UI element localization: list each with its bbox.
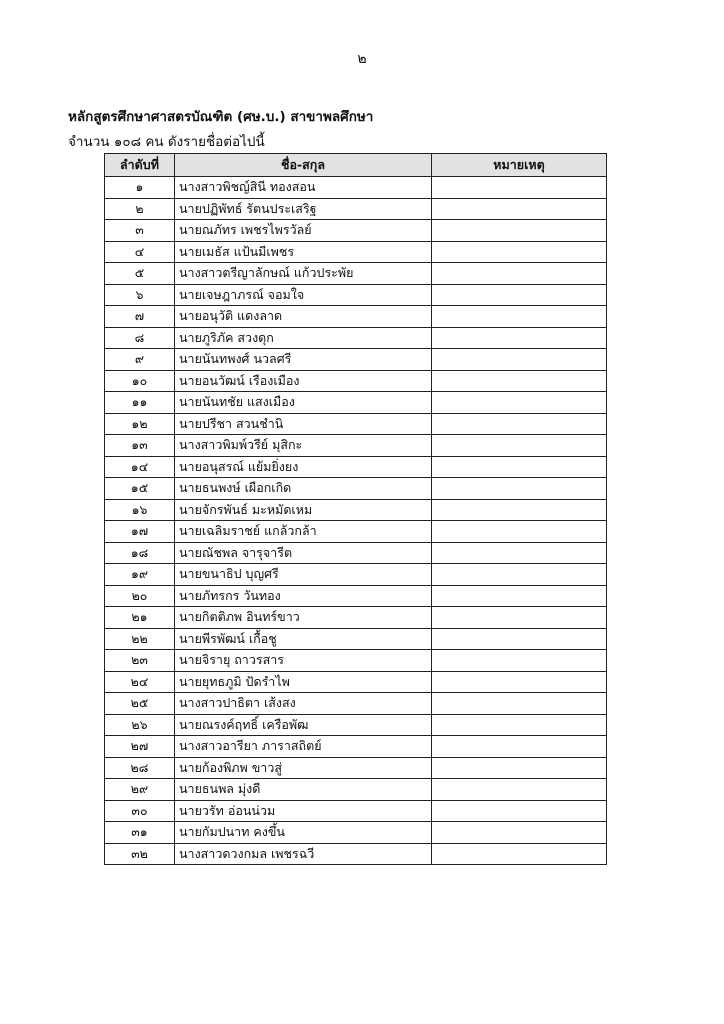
row-note bbox=[432, 413, 607, 435]
row-order: ๑๓ bbox=[105, 435, 175, 457]
row-name: นายกัมปนาท คงขึ้น bbox=[175, 822, 432, 844]
table-row bbox=[105, 542, 607, 564]
row-note bbox=[432, 714, 607, 736]
row-order: ๑๕ bbox=[105, 478, 175, 500]
row-note bbox=[432, 564, 607, 586]
row-order: ๕ bbox=[105, 263, 175, 285]
table-row bbox=[105, 241, 607, 263]
row-order: ๑๔ bbox=[105, 456, 175, 478]
table-row bbox=[105, 736, 607, 758]
row-order: ๒๖ bbox=[105, 714, 175, 736]
row-order: ๒ bbox=[105, 198, 175, 220]
row-name: นายขนาธิป บุญศรี bbox=[175, 564, 432, 586]
row-name: นางสาวปาธิตา เส้งสง bbox=[175, 693, 432, 715]
row-name: นายอนวัฒน์ เรืองเมือง bbox=[175, 370, 432, 392]
row-name: นายเมธัส แป้นมีเพชร bbox=[175, 241, 432, 263]
row-note bbox=[432, 628, 607, 650]
row-note bbox=[432, 585, 607, 607]
table-row bbox=[105, 822, 607, 844]
row-order: ๙ bbox=[105, 349, 175, 371]
row-name: นายอนุสรณ์ แย้มยิ่งยง bbox=[175, 456, 432, 478]
student-count-text: จำนวน ๑๐๘ คน ดังรายชื่อต่อไปนี้ bbox=[68, 134, 265, 150]
row-name: นายอนุวัติ แดงลาด bbox=[175, 306, 432, 328]
row-order: ๑๗ bbox=[105, 521, 175, 543]
row-order: ๓ bbox=[105, 220, 175, 242]
row-order: ๑๘ bbox=[105, 542, 175, 564]
row-order: ๒๘ bbox=[105, 757, 175, 779]
table-row bbox=[105, 607, 607, 629]
table-row bbox=[105, 843, 607, 865]
row-name: นายก้องพิภพ ขาวสู่ bbox=[175, 757, 432, 779]
row-name: นายณรงค์ฤทธิ์ เครือพัฒ bbox=[175, 714, 432, 736]
row-order: ๑ bbox=[105, 177, 175, 199]
row-name: นายณภัทร เพชรไพรวัลย์ bbox=[175, 220, 432, 242]
row-name: นายภัทรกร วันทอง bbox=[175, 585, 432, 607]
row-note bbox=[432, 306, 607, 328]
row-note bbox=[432, 456, 607, 478]
page-number: ๒ bbox=[357, 51, 367, 67]
table-row bbox=[105, 585, 607, 607]
row-name: นายนันทชัย แสงเมือง bbox=[175, 392, 432, 414]
row-name: นายภูริภัค สวงดุก bbox=[175, 327, 432, 349]
row-note bbox=[432, 499, 607, 521]
row-order: ๑๑ bbox=[105, 392, 175, 414]
row-note bbox=[432, 284, 607, 306]
row-name: นายธนพงษ์ เผือกเกิด bbox=[175, 478, 432, 500]
row-order: ๑๖ bbox=[105, 499, 175, 521]
row-note bbox=[432, 435, 607, 457]
row-note bbox=[432, 800, 607, 822]
table-row bbox=[105, 521, 607, 543]
table-row bbox=[105, 284, 607, 306]
row-note bbox=[432, 607, 607, 629]
table-row bbox=[105, 757, 607, 779]
row-order: ๑๐ bbox=[105, 370, 175, 392]
row-note bbox=[432, 392, 607, 414]
table-row bbox=[105, 564, 607, 586]
table-row bbox=[105, 177, 607, 199]
row-note bbox=[432, 650, 607, 672]
row-name: นายวรัท อ่อนน่วม bbox=[175, 800, 432, 822]
row-name: นางสาวตรีญาลักษณ์ แก้วประพัย bbox=[175, 263, 432, 285]
row-name: นายเฉลิมราชย์ แกล้วกล้า bbox=[175, 521, 432, 543]
table-row bbox=[105, 714, 607, 736]
row-note bbox=[432, 177, 607, 199]
row-note bbox=[432, 220, 607, 242]
row-name: นางสาวพิมพ์วรีย์ มุสิกะ bbox=[175, 435, 432, 457]
row-name: นางสาวดวงกมล เพชรฉวี bbox=[175, 843, 432, 865]
row-note bbox=[432, 843, 607, 865]
row-note bbox=[432, 542, 607, 564]
row-name: นายจักรพันธ์ มะหมัดเหม bbox=[175, 499, 432, 521]
table-row bbox=[105, 499, 607, 521]
row-order: ๖ bbox=[105, 284, 175, 306]
table-header-row bbox=[105, 154, 607, 177]
table-row bbox=[105, 650, 607, 672]
table-row bbox=[105, 456, 607, 478]
row-note bbox=[432, 478, 607, 500]
row-order: ๓๑ bbox=[105, 822, 175, 844]
table-row bbox=[105, 800, 607, 822]
table-row bbox=[105, 779, 607, 801]
row-name: นายจิรายุ ถาวรสาร bbox=[175, 650, 432, 672]
row-name: นายพีรพัฒน์ เกื้อชู bbox=[175, 628, 432, 650]
table-row bbox=[105, 370, 607, 392]
table-row bbox=[105, 413, 607, 435]
row-order: ๓๒ bbox=[105, 843, 175, 865]
row-order: ๘ bbox=[105, 327, 175, 349]
row-order: ๒๙ bbox=[105, 779, 175, 801]
table-row bbox=[105, 671, 607, 693]
row-name: นายณัชพล จารุจารีต bbox=[175, 542, 432, 564]
table-row bbox=[105, 306, 607, 328]
row-name: นายเจษฎาภรณ์ จอมใจ bbox=[175, 284, 432, 306]
header-name: ชื่อ-สกุล bbox=[175, 154, 432, 177]
row-name: นายยุทธภูมิ ปัดรำไพ bbox=[175, 671, 432, 693]
row-note bbox=[432, 757, 607, 779]
table-row bbox=[105, 349, 607, 371]
table-body bbox=[105, 177, 607, 865]
row-note bbox=[432, 521, 607, 543]
row-order: ๒๔ bbox=[105, 671, 175, 693]
row-note bbox=[432, 822, 607, 844]
row-name: นายกิตติภพ อินทร์ขาว bbox=[175, 607, 432, 629]
header-order: ลำดับที่ bbox=[105, 154, 175, 177]
table-row bbox=[105, 693, 607, 715]
row-name: นางสาวพิชญ์สินี ทองสอน bbox=[175, 177, 432, 199]
row-note bbox=[432, 370, 607, 392]
row-order: ๑๙ bbox=[105, 564, 175, 586]
row-order: ๗ bbox=[105, 306, 175, 328]
row-note bbox=[432, 349, 607, 371]
row-order: ๓๐ bbox=[105, 800, 175, 822]
row-note bbox=[432, 693, 607, 715]
row-name: นายธนพล มุ่งดี bbox=[175, 779, 432, 801]
table-row bbox=[105, 220, 607, 242]
table-row bbox=[105, 478, 607, 500]
row-note bbox=[432, 671, 607, 693]
header-note: หมายเหตุ bbox=[432, 154, 607, 177]
row-name: นายปรีชา สวนชำนิ bbox=[175, 413, 432, 435]
row-order: ๒๗ bbox=[105, 736, 175, 758]
row-name: นายปฏิพัทธ์ รัตนประเสริฐ bbox=[175, 198, 432, 220]
row-note bbox=[432, 198, 607, 220]
table-row bbox=[105, 263, 607, 285]
table-row bbox=[105, 198, 607, 220]
row-order: ๔ bbox=[105, 241, 175, 263]
table-row bbox=[105, 392, 607, 414]
row-name: นายนันทพงศ์ นวลศรี bbox=[175, 349, 432, 371]
row-order: ๒๕ bbox=[105, 693, 175, 715]
row-order: ๑๒ bbox=[105, 413, 175, 435]
row-order: ๒๓ bbox=[105, 650, 175, 672]
row-note bbox=[432, 327, 607, 349]
table-row bbox=[105, 628, 607, 650]
program-heading: หลักสูตรศึกษาศาสตรบัณฑิต (ศษ.บ.) สาขาพลศึกษา bbox=[68, 109, 374, 125]
row-order: ๒๐ bbox=[105, 585, 175, 607]
row-note bbox=[432, 736, 607, 758]
row-note bbox=[432, 263, 607, 285]
row-note bbox=[432, 241, 607, 263]
row-name: นางสาวอารียา ภาราสถิตย์ bbox=[175, 736, 432, 758]
table-row bbox=[105, 435, 607, 457]
row-order: ๒๒ bbox=[105, 628, 175, 650]
table-row bbox=[105, 327, 607, 349]
row-order: ๒๑ bbox=[105, 607, 175, 629]
row-note bbox=[432, 779, 607, 801]
student-list-table bbox=[104, 153, 607, 865]
